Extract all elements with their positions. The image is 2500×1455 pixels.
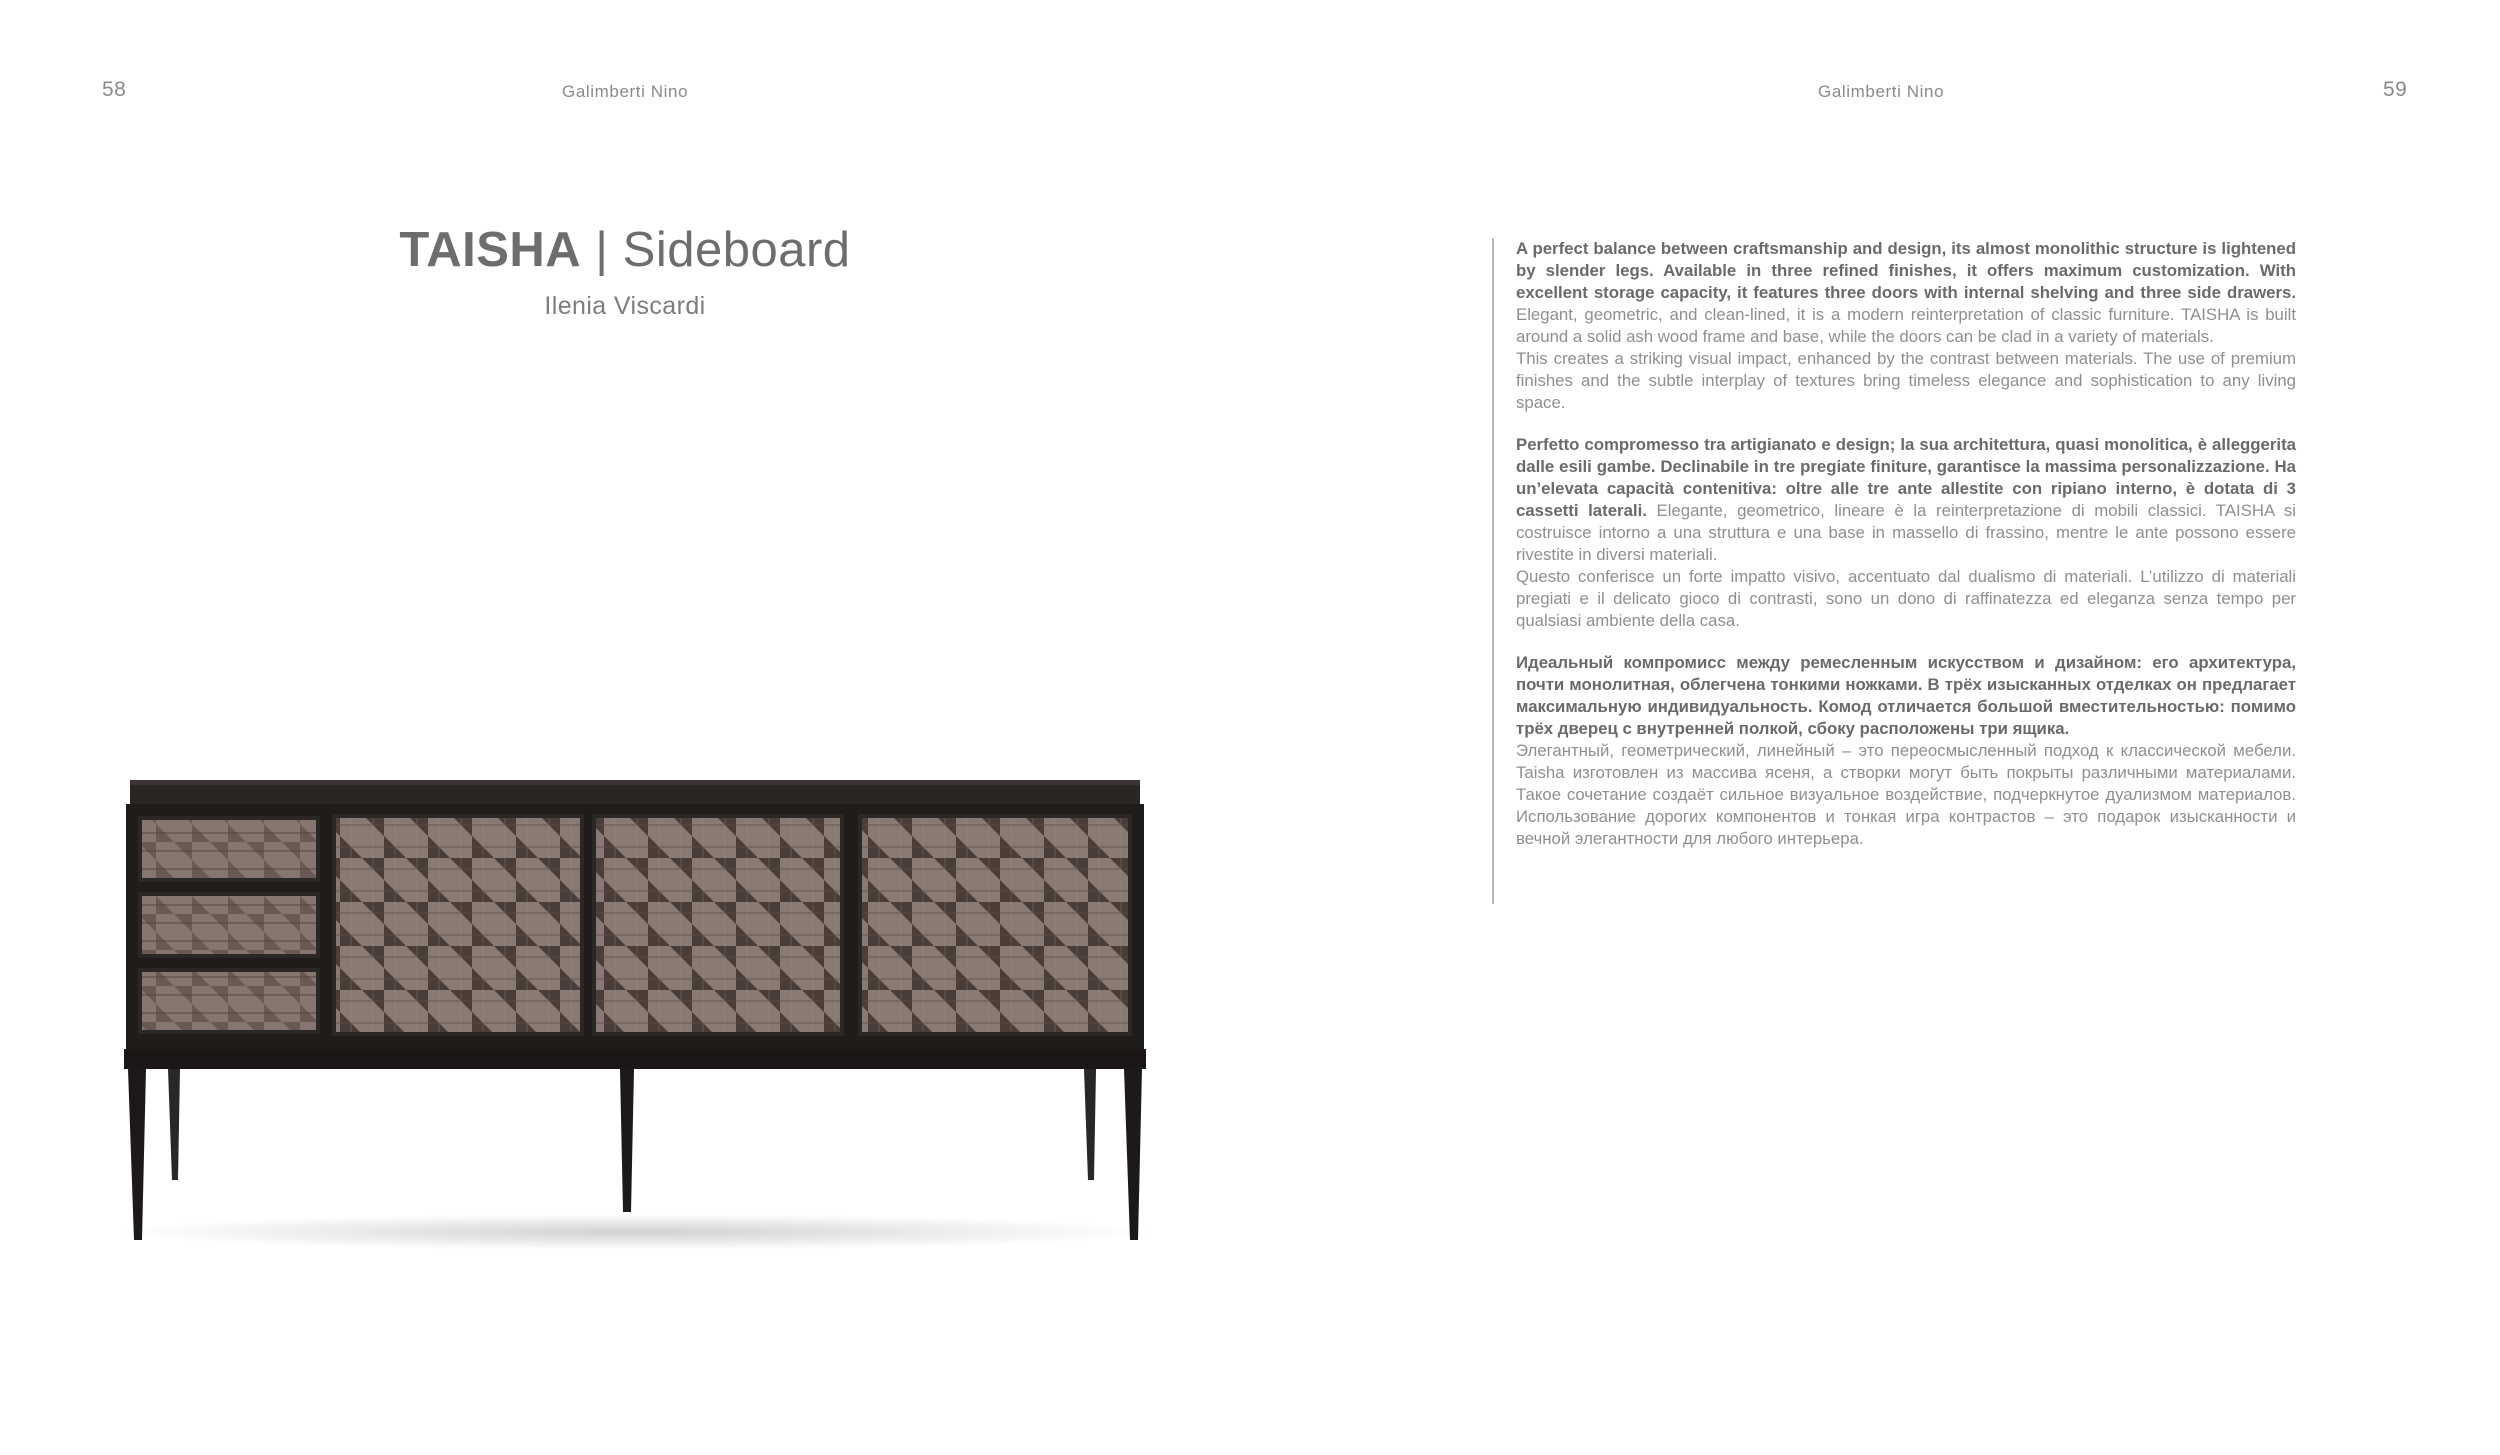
sideboard-base — [124, 1049, 1146, 1069]
door-3 — [860, 816, 1130, 1034]
drawer-2 — [140, 894, 318, 956]
drawer-3 — [140, 970, 318, 1032]
left-running-head: Galimberti Nino — [562, 82, 689, 101]
description-it-bold: Perfetto compromesso tra artigianato e design; la sua architettura, quasi monolitica, è alleggerita dalle esili gambe. Declinabile in tre pregiate finiture, garantisce la massima personalizzazione. Ha un’elevata capacità contenitiva: oltre alle tre ante allestite con ripiano interno, è dotata di 3 cassetti laterali. — [1516, 435, 2296, 520]
product-title-block — [300, 224, 950, 321]
right-running-head: Galimberti Nino — [1818, 82, 1945, 101]
description-en-bold: A perfect balance between craftsmanship and design, its almost monolithic structure is lightened by slender legs. Available in three refined finishes, it offers maximum customization. With excellent storage capacity, it features three doors with internal shelving and three side drawers. — [1516, 239, 2296, 302]
title-separator: | — [595, 223, 609, 277]
leg-front-left — [128, 1069, 146, 1240]
left-page-number: 58 — [102, 78, 127, 101]
drawer-1 — [140, 818, 318, 880]
leg-front-right — [1124, 1069, 1142, 1240]
description-it — [1516, 434, 2296, 632]
designer-name: Ilenia Viscardi — [544, 291, 706, 320]
description-it-regular2: Questo conferisce un forte impatto visivo, accentuato dal dualismo di materiali. L’utilizzo di materiali pregiati e il delicato gioco di contrasti, sono un dono di raffinatezza ed eleganza senza tempo per qualsiasi ambiente della casa. — [1516, 567, 2296, 630]
description-en-regular2: This creates a striking visual impact, enhanced by the contrast between materials. The use of premium finishes and the subtle interplay of textures bring timeless elegance and sophistication to any living space. — [1516, 349, 2296, 412]
product-type: Sideboard — [622, 223, 851, 277]
description-en — [1516, 238, 2296, 414]
description-en-regular: Elegant, geometric, and clean-lined, it is a modern reinterpretation of classic furniture. TAISHA is built around a solid ash wood frame and base, while the doors can be clad in a variety of materials. — [1516, 305, 2296, 346]
description-ru — [1516, 652, 2296, 850]
leg-back-right — [1084, 1069, 1096, 1180]
sideboard-photo — [120, 770, 1150, 1260]
leg-center — [620, 1069, 634, 1212]
product-name: TAISHA — [399, 223, 582, 277]
door-2 — [594, 816, 842, 1034]
description-ru-regular: Элегантный, геометрический, линейный – это переосмысленный подход к классической мебели. Taisha изготовлен из массива ясеня, а створки могут быть покрыты различными материалами. Такое сочетание создаёт сильное визуальное воздействие, подчеркнутое дуализмом материалов. Использование дорогих компонентов и тонкая игра контрастов – это подарок изысканности и вечной элегантности для любого интерьера. — [1516, 741, 2296, 848]
door-1 — [334, 816, 582, 1034]
right-page-number: 59 — [2383, 78, 2408, 101]
leg-back-left — [168, 1069, 180, 1180]
description-it-regular: Elegante, geometrico, lineare è la reinterpretazione di mobili classici. TAISHA si costruisce intorno a una struttura e una base in massello di frassino, mentre le ante possono essere rivestite in diversi materiali. — [1516, 501, 2296, 564]
description-column — [1492, 238, 2296, 904]
product-title — [300, 224, 950, 278]
description-ru-bold: Идеальный компромисс между ремесленным искусством и дизайном: его архитектура, почти монолитная, облегчена тонкими ножками. В трёх изысканных отделках он предлагает максимальную индивидуальность. Комод отличается большой вместительностью: помимо трёх дверец с внутренней полкой, сбоку расположены три ящика. — [1516, 653, 2296, 738]
